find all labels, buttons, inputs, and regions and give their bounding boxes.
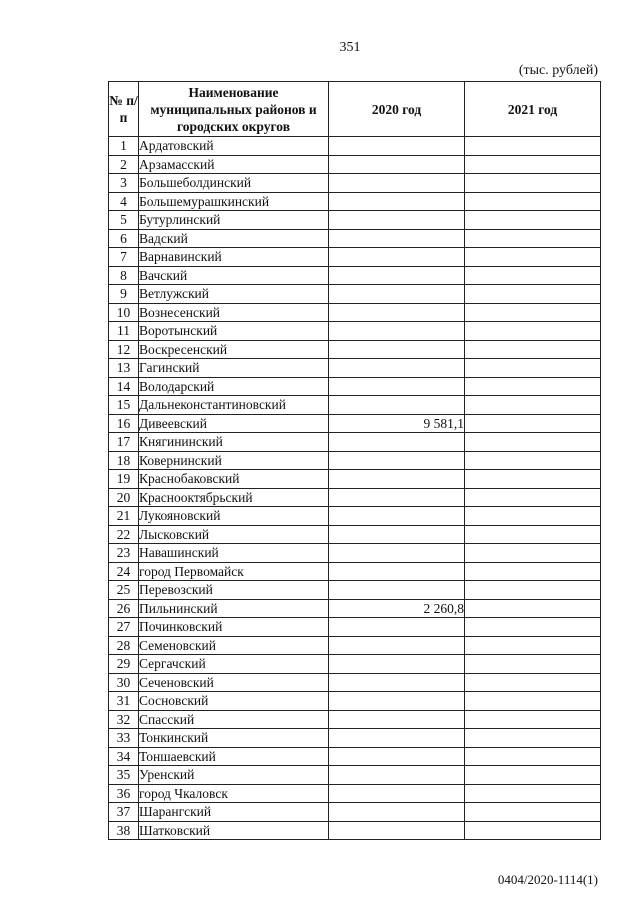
value-2020 [329, 562, 465, 581]
header-num: № п/п [109, 82, 139, 137]
row-number: 35 [109, 766, 139, 785]
municipality-name: Вознесенский [139, 303, 329, 322]
value-2021 [465, 803, 601, 822]
table-row [109, 599, 601, 618]
value-2021 [465, 729, 601, 748]
row-number: 31 [109, 692, 139, 711]
row-number: 36 [109, 784, 139, 803]
value-2020 [329, 322, 465, 341]
table-row [109, 248, 601, 267]
municipality-name: Гагинский [139, 359, 329, 378]
table-row [109, 155, 601, 174]
table-row [109, 766, 601, 785]
value-2021 [465, 396, 601, 415]
row-number: 23 [109, 544, 139, 563]
units-label: (тыс. рублей) [518, 63, 598, 78]
row-number: 32 [109, 710, 139, 729]
row-number: 29 [109, 655, 139, 674]
table-row [109, 303, 601, 322]
municipality-name: Навашинский [139, 544, 329, 563]
value-2020 [329, 710, 465, 729]
value-2021 [465, 414, 601, 433]
value-2021 [465, 710, 601, 729]
value-2020 [329, 211, 465, 230]
value-2020 [329, 451, 465, 470]
table-row [109, 507, 601, 526]
value-2020 [329, 155, 465, 174]
municipality-name: Арзамасский [139, 155, 329, 174]
table-row [109, 451, 601, 470]
municipality-name: Шатковский [139, 821, 329, 840]
table-row [109, 377, 601, 396]
municipality-name: Вадский [139, 229, 329, 248]
value-2021 [465, 229, 601, 248]
table-body [109, 137, 601, 840]
table-row [109, 266, 601, 285]
municipality-name: Дальнеконстантиновский [139, 396, 329, 415]
table-row [109, 655, 601, 674]
value-2021 [465, 470, 601, 489]
value-2020 [329, 803, 465, 822]
table-row [109, 488, 601, 507]
value-2021 [465, 525, 601, 544]
row-number: 30 [109, 673, 139, 692]
municipality-name: Шарангский [139, 803, 329, 822]
value-2020 [329, 285, 465, 304]
municipality-name: Перевозский [139, 581, 329, 600]
value-2020 [329, 488, 465, 507]
municipality-name: Ветлужский [139, 285, 329, 304]
table-row [109, 747, 601, 766]
value-2020 [329, 692, 465, 711]
table-row [109, 729, 601, 748]
municipality-name: Варнавинский [139, 248, 329, 267]
row-number: 24 [109, 562, 139, 581]
header-2020: 2020 год [329, 82, 465, 137]
value-2020 [329, 340, 465, 359]
table-row [109, 359, 601, 378]
table-row [109, 618, 601, 637]
value-2021 [465, 248, 601, 267]
row-number: 13 [109, 359, 139, 378]
row-number: 28 [109, 636, 139, 655]
value-2021 [465, 692, 601, 711]
value-2020 [329, 673, 465, 692]
municipality-name: Володарский [139, 377, 329, 396]
municipality-name: Лысковский [139, 525, 329, 544]
table-row [109, 229, 601, 248]
value-2021 [465, 562, 601, 581]
row-number: 17 [109, 433, 139, 452]
value-2021 [465, 673, 601, 692]
value-2021 [465, 544, 601, 563]
row-number: 26 [109, 599, 139, 618]
table-row [109, 470, 601, 489]
row-number: 34 [109, 747, 139, 766]
value-2021 [465, 433, 601, 452]
table-row [109, 803, 601, 822]
municipality-name: Вачский [139, 266, 329, 285]
municipality-name: Краснооктябрьский [139, 488, 329, 507]
table-row [109, 211, 601, 230]
value-2021 [465, 340, 601, 359]
table-row [109, 192, 601, 211]
municipality-name: Сеченовский [139, 673, 329, 692]
table-row [109, 821, 601, 840]
value-2021 [465, 359, 601, 378]
table-row [109, 396, 601, 415]
row-number: 12 [109, 340, 139, 359]
row-number: 21 [109, 507, 139, 526]
value-2020 [329, 359, 465, 378]
row-number: 33 [109, 729, 139, 748]
municipality-name: Ардатовский [139, 137, 329, 156]
row-number: 3 [109, 174, 139, 193]
value-2021 [465, 747, 601, 766]
value-2020 [329, 396, 465, 415]
table-row [109, 710, 601, 729]
value-2020 [329, 784, 465, 803]
municipality-name: Дивеевский [139, 414, 329, 433]
value-2020 [329, 248, 465, 267]
header-2021: 2021 год [465, 82, 601, 137]
value-2020 [329, 636, 465, 655]
value-2020 [329, 581, 465, 600]
table-row [109, 692, 601, 711]
document-code: 0404/2020-1114(1) [497, 872, 598, 887]
municipality-name: Семеновский [139, 636, 329, 655]
municipality-name: Сергачский [139, 655, 329, 674]
value-2021 [465, 599, 601, 618]
row-number: 20 [109, 488, 139, 507]
value-2021 [465, 211, 601, 230]
municipality-name: Ковернинский [139, 451, 329, 470]
row-number: 8 [109, 266, 139, 285]
value-2021 [465, 174, 601, 193]
value-2021 [465, 377, 601, 396]
table-row [109, 544, 601, 563]
row-number: 22 [109, 525, 139, 544]
table-row [109, 285, 601, 304]
municipality-name: Большеболдинский [139, 174, 329, 193]
municipality-name: Краснобаковский [139, 470, 329, 489]
value-2020 [329, 470, 465, 489]
value-2020 [329, 544, 465, 563]
row-number: 4 [109, 192, 139, 211]
value-2020 [329, 377, 465, 396]
value-2021 [465, 303, 601, 322]
table-row [109, 414, 601, 433]
municipality-name: Воскресенский [139, 340, 329, 359]
row-number: 9 [109, 285, 139, 304]
municipality-name: Пильнинский [139, 599, 329, 618]
table-row [109, 581, 601, 600]
value-2020 [329, 747, 465, 766]
value-2020 [329, 729, 465, 748]
row-number: 18 [109, 451, 139, 470]
value-2020 [329, 174, 465, 193]
value-2021 [465, 766, 601, 785]
value-2021 [465, 137, 601, 156]
row-number: 2 [109, 155, 139, 174]
row-number: 16 [109, 414, 139, 433]
table-row [109, 673, 601, 692]
value-2021 [465, 192, 601, 211]
value-2020: 2 260,8 [329, 599, 465, 618]
municipality-name: Спасский [139, 710, 329, 729]
table-row [109, 322, 601, 341]
value-2020 [329, 507, 465, 526]
row-number: 6 [109, 229, 139, 248]
row-number: 37 [109, 803, 139, 822]
value-2021 [465, 581, 601, 600]
municipality-name: Уренский [139, 766, 329, 785]
value-2020 [329, 192, 465, 211]
header-name: Наименование муниципальных районов и городских округов [139, 82, 329, 137]
value-2021 [465, 266, 601, 285]
value-2020 [329, 137, 465, 156]
municipality-name: город Первомайск [139, 562, 329, 581]
value-2021 [465, 507, 601, 526]
row-number: 25 [109, 581, 139, 600]
table-row [109, 433, 601, 452]
municipality-name: Починковский [139, 618, 329, 637]
row-number: 27 [109, 618, 139, 637]
row-number: 7 [109, 248, 139, 267]
municipality-name: Княгининский [139, 433, 329, 452]
row-number: 19 [109, 470, 139, 489]
value-2021 [465, 784, 601, 803]
value-2021 [465, 618, 601, 637]
row-number: 15 [109, 396, 139, 415]
table-row [109, 784, 601, 803]
value-2020 [329, 303, 465, 322]
value-2021 [465, 322, 601, 341]
municipality-name: Сосновский [139, 692, 329, 711]
municipality-name: Тоншаевский [139, 747, 329, 766]
value-2021 [465, 636, 601, 655]
table-row [109, 562, 601, 581]
row-number: 5 [109, 211, 139, 230]
municipality-name: Воротынский [139, 322, 329, 341]
table-row [109, 525, 601, 544]
table-row [109, 636, 601, 655]
table-row [109, 340, 601, 359]
row-number: 11 [109, 322, 139, 341]
budget-table [108, 81, 601, 840]
municipality-name: Лукояновский [139, 507, 329, 526]
value-2021 [465, 451, 601, 470]
municipality-name: Бутурлинский [139, 211, 329, 230]
value-2021 [465, 821, 601, 840]
value-2020 [329, 655, 465, 674]
value-2020 [329, 266, 465, 285]
value-2021 [465, 655, 601, 674]
value-2020 [329, 433, 465, 452]
value-2020 [329, 229, 465, 248]
table-row [109, 174, 601, 193]
value-2021 [465, 488, 601, 507]
municipality-name: Тонкинский [139, 729, 329, 748]
row-number: 38 [109, 821, 139, 840]
row-number: 1 [109, 137, 139, 156]
value-2021 [465, 285, 601, 304]
row-number: 10 [109, 303, 139, 322]
value-2020 [329, 766, 465, 785]
value-2020 [329, 525, 465, 544]
value-2020 [329, 821, 465, 840]
municipality-name: город Чкаловск [139, 784, 329, 803]
row-number: 14 [109, 377, 139, 396]
value-2020: 9 581,1 [329, 414, 465, 433]
table-header-row [109, 82, 601, 137]
municipality-name: Большемурашкинский [139, 192, 329, 211]
page-number: 351 [339, 40, 361, 55]
table-row [109, 137, 601, 156]
value-2020 [329, 618, 465, 637]
value-2021 [465, 155, 601, 174]
